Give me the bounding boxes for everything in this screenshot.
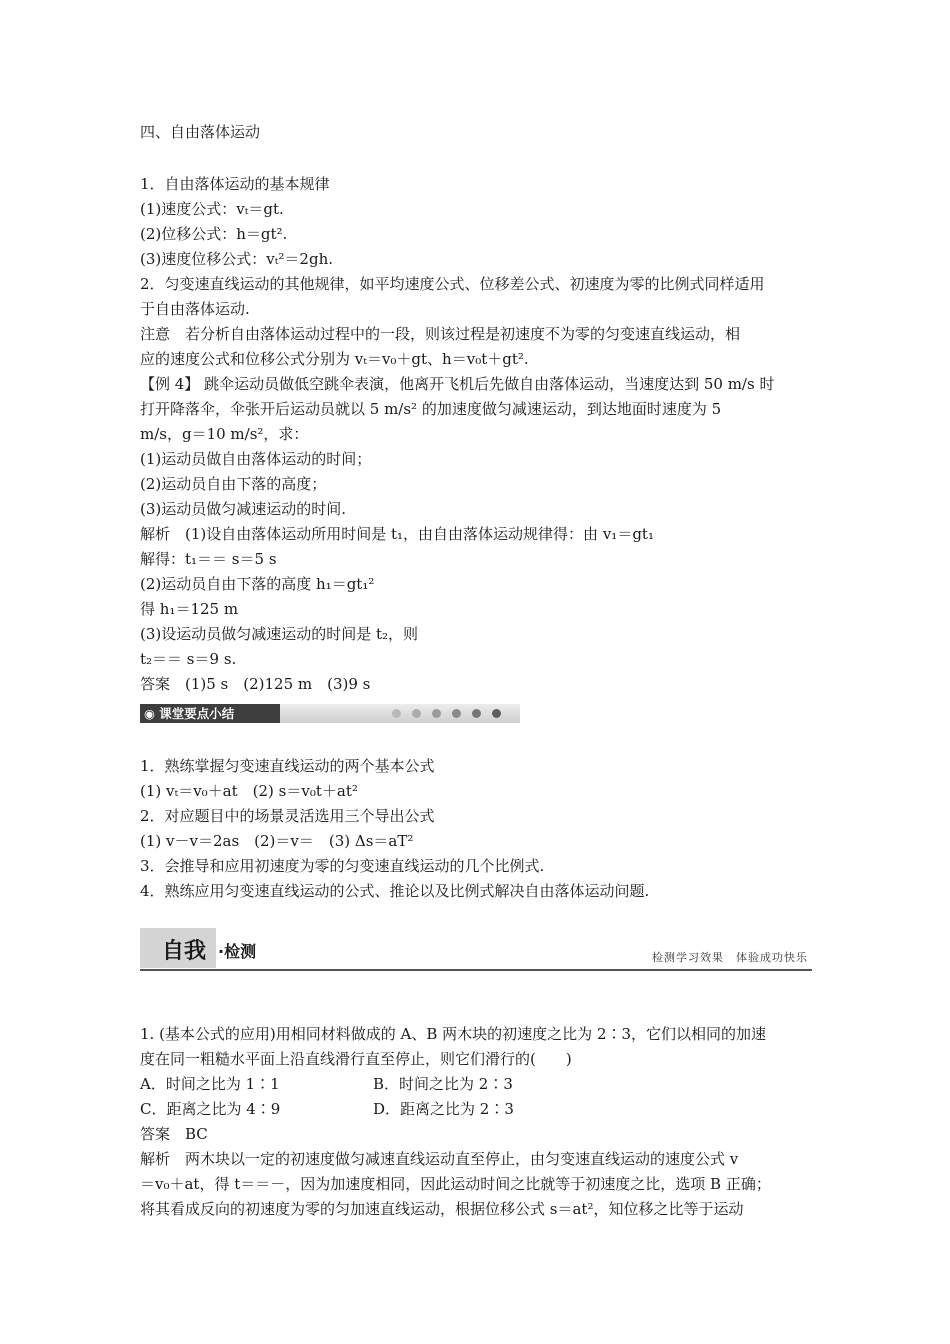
dot-icon xyxy=(452,709,461,718)
paragraph-other-rules: 2．匀变速直线运动的其他规律，如平均速度公式、位移差公式、初速度为零的比例式同样适用 xyxy=(140,275,765,293)
option-a: A．时间之比为 1∶1 xyxy=(140,1075,280,1093)
question-answer: 答案 BC xyxy=(140,1125,208,1143)
question-explanation: 解析 两木块以一定的初速度做匀减速直线运动直至停止，由匀变速直线运动的速度公式 v xyxy=(140,1150,739,1168)
solution-line: (2)运动员自由下落的高度 h₁＝gt₁² xyxy=(140,575,375,593)
formula-displacement: (2)位移公式：h＝gt². xyxy=(140,225,288,243)
dot-icon xyxy=(392,709,401,718)
summary-banner xyxy=(140,704,520,723)
solution-line: 解析 (1)设自由落体运动所用时间是 t₁，由自由落体运动规律得：由 v₁＝gt₁ xyxy=(140,525,654,543)
example-answer: 答案 (1)5 s (2)125 m (3)9 s xyxy=(140,675,371,693)
note-line: 注意 若分析自由落体运动过程中的一段，则该过程是初速度不为零的匀变速直线运动，相 xyxy=(140,325,741,343)
section-title: 四、自由落体运动 xyxy=(140,123,261,141)
dot-icon xyxy=(412,709,421,718)
summary-item: (1) v－v＝2as (2)＝v＝ (3) Δs＝aT² xyxy=(140,832,414,850)
formula-velocity: (1)速度公式：vₜ＝gt. xyxy=(140,200,284,218)
self-check-title: 自我 xyxy=(140,928,216,968)
summary-banner-label: ◉ 课堂要点小结 xyxy=(140,704,280,723)
formula-velocity-displacement: (3)速度位移公式：vₜ²＝2gh. xyxy=(140,250,334,268)
self-check-header xyxy=(140,926,812,972)
option-d: D．距离之比为 2∶3 xyxy=(373,1100,514,1118)
paragraph-other-rules-cont: 于自由落体运动. xyxy=(140,300,250,318)
solution-line: 解得：t₁＝＝ s＝5 s xyxy=(140,550,277,568)
example-4-line: 打开降落伞，伞张开后运动员就以 5 m/s² 的加速度做匀减速运动，到达地面时速度为 5 xyxy=(140,400,722,418)
summary-banner-bar xyxy=(280,704,520,723)
question-stem: 度在同一粗糙水平面上沿直线滑行直至停止，则它们滑行的( ) xyxy=(140,1050,572,1068)
option-b: B．时间之比为 2∶3 xyxy=(373,1075,513,1093)
example-question: (1)运动员做自由落体运动的时间； xyxy=(140,450,372,468)
divider xyxy=(140,969,812,971)
example-4-line: 【例 4】 跳伞运动员做低空跳伞表演，他离开飞机后先做自由落体运动，当速度达到 50 m/s 时 xyxy=(140,375,775,393)
dot-icon xyxy=(432,709,441,718)
dot-icon xyxy=(492,709,501,718)
summary-item: 1．熟练掌握匀变速直线运动的两个基本公式 xyxy=(140,757,435,775)
example-4-line: m/s，g＝10 m/s²，求： xyxy=(140,425,309,443)
self-check-subtitle: ·检测 xyxy=(218,942,257,961)
example-question: (2)运动员自由下落的高度； xyxy=(140,475,327,493)
solution-line: 得 h₁＝125 m xyxy=(140,600,239,618)
solution-line: (3)设运动员做匀减速运动的时间是 t₂，则 xyxy=(140,625,419,643)
example-question: (3)运动员做匀减速运动的时间. xyxy=(140,500,347,518)
question-explanation: ＝v₀＋at，得 t＝＝－，因为加速度相同，因此运动时间之比就等于初速度之比，选项 B 正确； xyxy=(140,1175,771,1193)
question-stem: 1. (基本公式的应用)用相同材料做成的 A、B 两木块的初速度之比为 2∶3，它们以相同的加速 xyxy=(140,1025,767,1043)
summary-item: 3．会推导和应用初速度为零的匀变速直线运动的几个比例式. xyxy=(140,857,545,875)
summary-item: 4．熟练应用匀变速直线运动的公式、推论以及比例式解决自由落体运动问题. xyxy=(140,882,650,900)
free-fall-heading: 1．自由落体运动的基本规律 xyxy=(140,175,330,193)
question-explanation: 将其看成反向的初速度为零的匀加速直线运动，根据位移公式 s＝at²，知位移之比等于运动 xyxy=(140,1200,744,1218)
summary-item: 2．对应题目中的场景灵活选用三个导出公式 xyxy=(140,807,435,825)
self-check-slogan: 检测学习效果 体验成功快乐 xyxy=(652,951,808,964)
summary-item: (1) vₜ＝v₀＋at (2) s＝v₀t＋at² xyxy=(140,782,358,800)
dot-icon xyxy=(472,709,481,718)
option-c: C．距离之比为 4∶9 xyxy=(140,1100,281,1118)
solution-line: t₂＝＝ s＝9 s. xyxy=(140,650,237,668)
note-line-cont: 应的速度公式和位移公式分别为 vₜ＝v₀＋gt、h＝v₀t＋gt². xyxy=(140,350,529,368)
